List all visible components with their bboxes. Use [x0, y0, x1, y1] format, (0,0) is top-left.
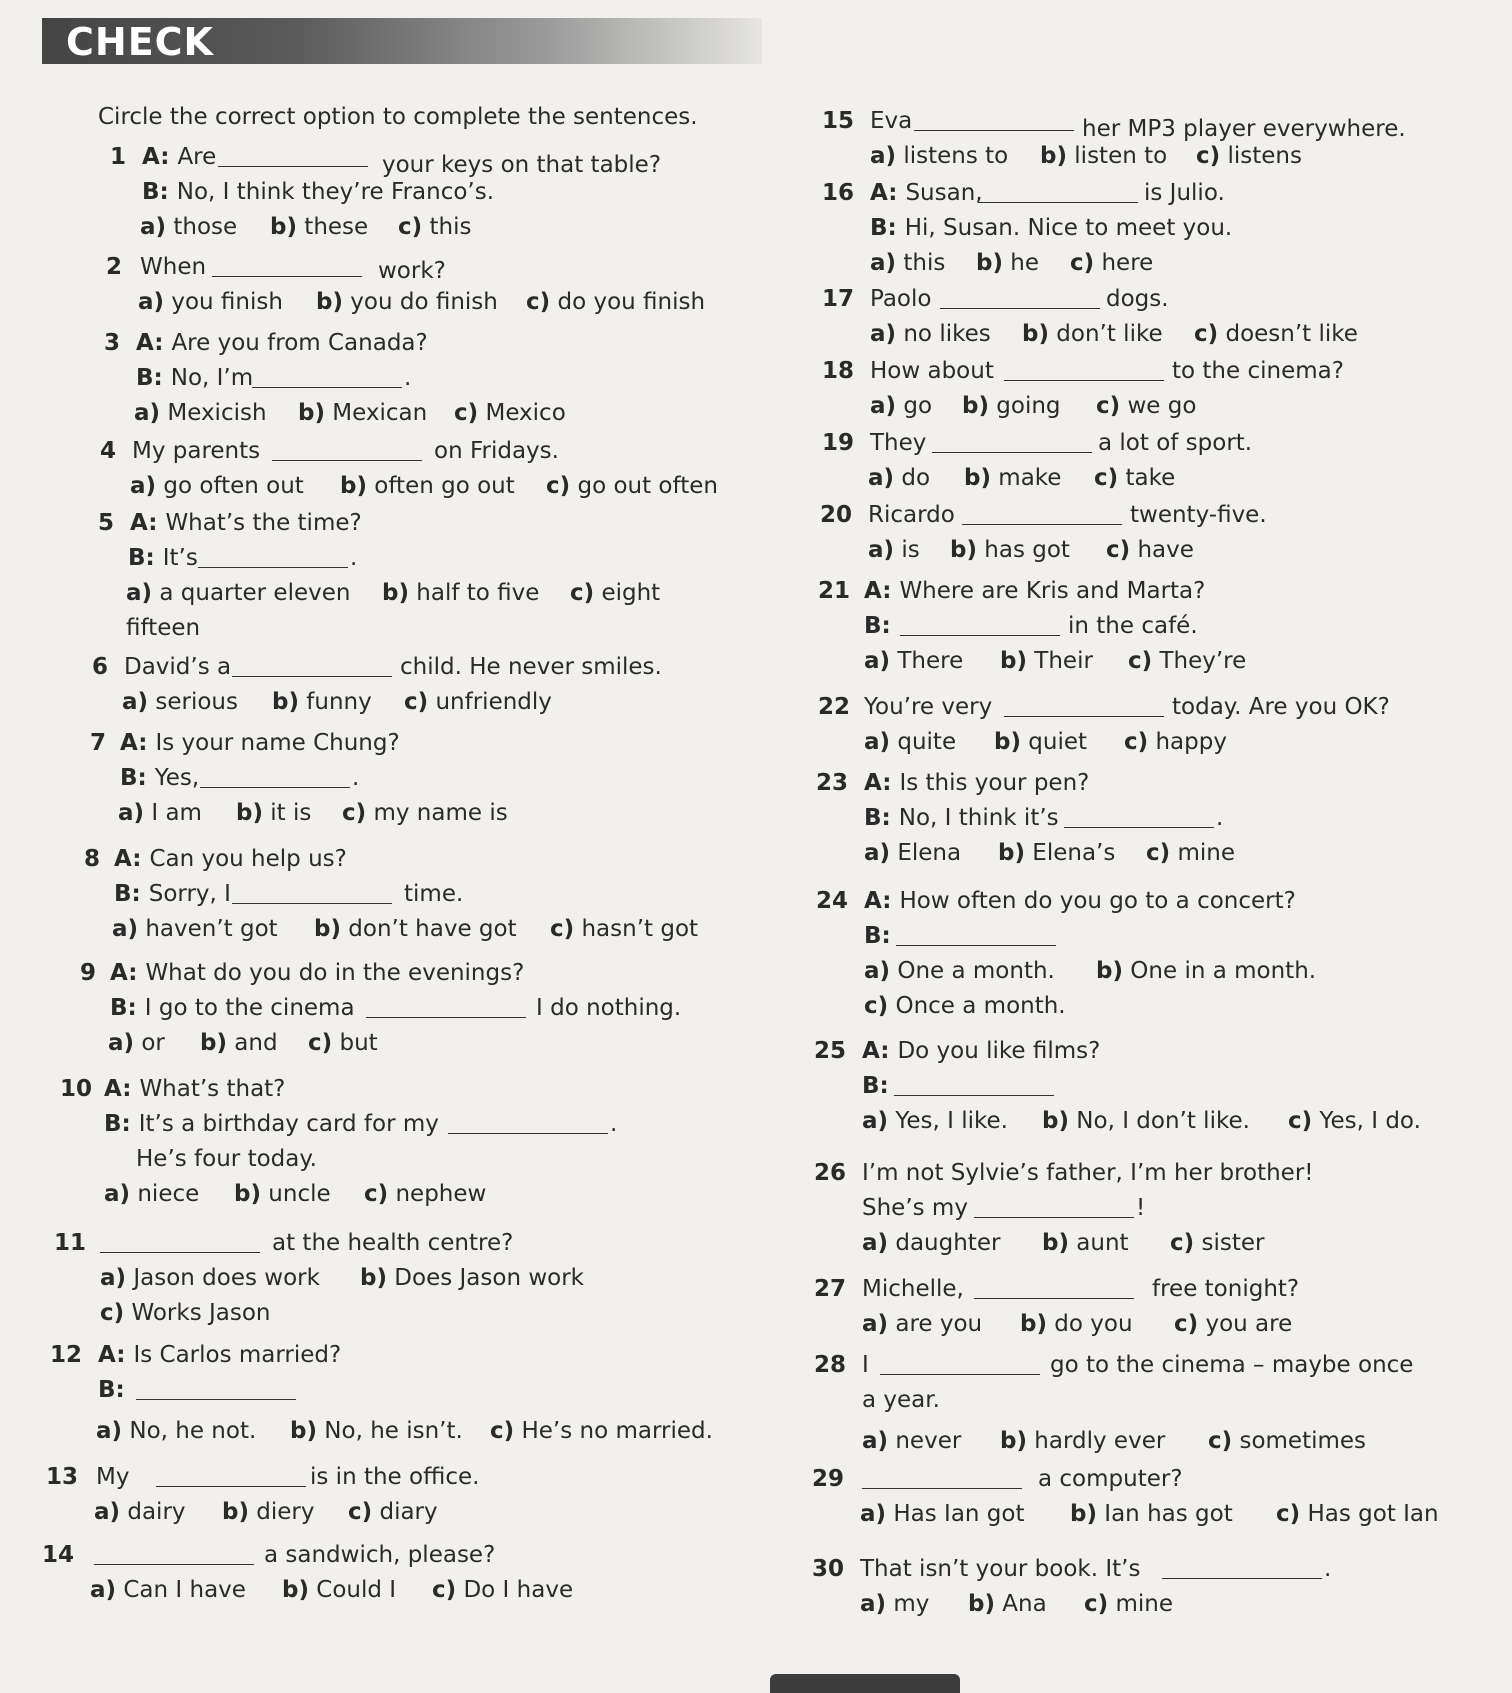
question-29: 29 a computer? a) Has Ian got b) Ian has got c) Has got Ian	[812, 1462, 1502, 1532]
option-c[interactable]: have	[1137, 537, 1194, 563]
answer-blank	[272, 434, 422, 461]
option-b[interactable]: do you	[1054, 1311, 1133, 1337]
option-c[interactable]: Yes, I do.	[1319, 1108, 1421, 1134]
option-a[interactable]: serious	[155, 689, 238, 715]
option-a[interactable]: One a month.	[897, 958, 1055, 984]
option-b[interactable]: make	[998, 465, 1062, 491]
answer-blank	[962, 498, 1122, 525]
option-a[interactable]: Has Ian got	[893, 1501, 1025, 1527]
question-13: 13 My is in the office. a) dairy b) diery c) diary	[46, 1460, 766, 1530]
option-b[interactable]: Their	[1034, 648, 1093, 674]
option-c[interactable]: Works Jason	[131, 1300, 271, 1326]
answer-blank	[232, 650, 392, 677]
option-a[interactable]: listens to	[903, 143, 1009, 169]
answer-blank	[974, 1272, 1134, 1299]
option-a[interactable]: Mexicish	[167, 400, 267, 426]
answer-blank	[200, 761, 350, 788]
question-19: 19 They a lot of sport. a) do b) make c) take	[822, 426, 1502, 496]
question-10: 10 A: What’s that? B: It’s a birthday card for my . He’s four today. a) niece b) uncle c) nephew	[60, 1076, 618, 1207]
question-18: 18 How about to the cinema? a) go b) going c) we go	[822, 354, 1502, 424]
option-b[interactable]: hardly ever	[1034, 1428, 1166, 1454]
option-a[interactable]: I am	[151, 800, 202, 826]
footer-tab	[770, 1674, 960, 1693]
option-c[interactable]: go out often	[577, 473, 718, 499]
question-14: 14 a sandwich, please? a) Can I have b) Could I c) Do I have	[42, 1538, 762, 1608]
question-5: 5 A: What’s the time? B: It’s . a) a quarter eleven b) half to five c) eight fifteen	[98, 510, 661, 641]
question-9: 9 A: What do you do in the evenings? B: I go to the cinema I do nothing. a) or b) and c) but	[80, 960, 682, 1056]
option-c[interactable]: Once a month.	[895, 993, 1066, 1019]
option-a[interactable]: Yes, I like.	[895, 1108, 1008, 1134]
question-12: 12 A: Is Carlos married? B: a) No, he not. b) No, he isn’t. c) He’s no married.	[50, 1342, 713, 1444]
option-c[interactable]: sister	[1201, 1230, 1265, 1256]
option-b[interactable]: No, I don’t like.	[1076, 1108, 1250, 1134]
option-c[interactable]: my name is	[373, 800, 508, 826]
option-c[interactable]: Has got Ian	[1307, 1501, 1439, 1527]
option-c[interactable]: doesn’t like	[1225, 321, 1358, 347]
option-b[interactable]: aunt	[1076, 1230, 1129, 1256]
option-a[interactable]: Can I have	[123, 1577, 246, 1603]
option-c[interactable]: this	[429, 214, 472, 240]
option-b[interactable]: listen to	[1074, 143, 1168, 169]
option-b[interactable]: funny	[306, 689, 372, 715]
question-1: 1 A: Are your keys on that table? B: No, I think they’re Franco’s. a) those b) these c) this	[110, 140, 810, 245]
option-c[interactable]: happy	[1155, 729, 1227, 755]
option-b[interactable]: and	[234, 1030, 278, 1056]
option-c[interactable]: He’s no married.	[521, 1418, 713, 1444]
instructions: Circle the correct option to complete the sentences.	[98, 104, 698, 130]
question-20: 20 Ricardo twenty-five. a) is b) has got c) have	[820, 498, 1500, 568]
option-a[interactable]: a quarter eleven	[159, 580, 351, 606]
answer-blank	[880, 1348, 1040, 1375]
answer-blank	[232, 877, 392, 904]
option-c[interactable]: They’re	[1159, 648, 1247, 674]
answer-blank	[914, 104, 1074, 131]
question-26: 26 I’m not Sylvie’s father, I’m her brother! She’s my ! a) daughter b) aunt c) sister	[814, 1160, 1314, 1256]
option-c[interactable]: eight	[601, 580, 661, 606]
question-7: 7 A: Is your name Chung? B: Yes, . a) I am b) it is c) my name is	[90, 730, 508, 826]
question-6: 6 David’s a child. He never smiles. a) serious b) funny c) unfriendly	[92, 650, 792, 720]
answer-blank	[136, 1373, 296, 1400]
answer-blank	[366, 991, 526, 1018]
answer-blank	[212, 250, 362, 277]
option-b[interactable]: has got	[984, 537, 1070, 563]
option-b[interactable]: uncle	[268, 1181, 331, 1207]
option-c[interactable]: here	[1101, 250, 1154, 276]
option-b[interactable]: Ian has got	[1104, 1501, 1233, 1527]
answer-blank	[974, 1191, 1134, 1218]
option-a[interactable]: dairy	[127, 1499, 186, 1525]
answer-blank	[894, 1069, 1054, 1096]
answer-blank	[1162, 1552, 1322, 1579]
question-3: 3 A: Are you from Canada? B: No, I’m . a) Mexicish b) Mexican c) Mexico	[104, 330, 566, 426]
answer-blank	[94, 1538, 254, 1565]
answer-blank	[100, 1226, 260, 1253]
option-b[interactable]: Could I	[316, 1577, 397, 1603]
question-21: 21 A: Where are Kris and Marta? B: in the café. a) There b) Their c) They’re	[818, 578, 1247, 674]
option-c[interactable]: we go	[1127, 393, 1197, 419]
answer-blank	[252, 361, 402, 388]
option-c[interactable]: unfriendly	[435, 689, 552, 715]
option-a[interactable]: are you	[895, 1311, 983, 1337]
option-a[interactable]: Jason does work	[133, 1265, 320, 1291]
option-c[interactable]: mine	[1177, 840, 1235, 866]
answer-blank	[198, 541, 348, 568]
option-c[interactable]: do you finish	[557, 289, 706, 315]
option-c[interactable]: Do I have	[463, 1577, 574, 1603]
option-b[interactable]: quiet	[1028, 729, 1088, 755]
option-a[interactable]: haven’t got	[145, 916, 278, 942]
option-b[interactable]: One in a month.	[1130, 958, 1317, 984]
answer-blank	[862, 1462, 1022, 1489]
option-b[interactable]: diery	[256, 1499, 315, 1525]
question-25: 25 A: Do you like films? B: a) Yes, I like. b) No, I don’t like. c) Yes, I do.	[814, 1038, 1421, 1134]
question-4: 4 My parents on Fridays. a) go often out b) often go out c) go out often	[100, 434, 800, 504]
option-c[interactable]: sometimes	[1239, 1428, 1367, 1454]
option-a[interactable]: go often out	[163, 473, 304, 499]
option-a[interactable]: you finish	[171, 289, 283, 315]
answer-blank	[1064, 801, 1214, 828]
question-8: 8 A: Can you help us? B: Sorry, I time. a) haven’t got b) don’t have got c) hasn’t got	[84, 846, 699, 942]
option-b[interactable]: Mexican	[332, 400, 428, 426]
option-b[interactable]: he	[1010, 250, 1040, 276]
option-c[interactable]: mine	[1115, 1591, 1173, 1617]
answer-blank	[932, 426, 1092, 453]
answer-blank	[218, 140, 368, 167]
answer-blank	[900, 609, 1060, 636]
question-17: 17 Paolo dogs. a) no likes b) don’t like c) doesn’t like	[822, 282, 1502, 352]
option-c[interactable]: Mexico	[485, 400, 566, 426]
option-b[interactable]: No, he isn’t.	[324, 1418, 463, 1444]
option-b[interactable]: Elena’s	[1032, 840, 1116, 866]
question-24: 24 A: How often do you go to a concert? B: a) One a month. b) One in a month. c) Once a month.	[816, 888, 1317, 1019]
option-b[interactable]: it is	[270, 800, 312, 826]
option-a[interactable]: never	[895, 1428, 962, 1454]
option-c[interactable]: you are	[1205, 1311, 1293, 1337]
option-b[interactable]: Does Jason work	[394, 1265, 585, 1291]
option-a[interactable]: niece	[137, 1181, 200, 1207]
option-a[interactable]: No, he not.	[129, 1418, 257, 1444]
option-c[interactable]: take	[1125, 465, 1176, 491]
question-23: 23 A: Is this your pen? B: No, I think it’s . a) Elena b) Elena’s c) mine	[816, 770, 1235, 866]
question-27: 27 Michelle, free tonight? a) are you b) do you c) you are	[814, 1272, 1504, 1342]
option-a[interactable]: is	[901, 537, 920, 563]
option-a[interactable]: There	[897, 648, 964, 674]
page-title: CHECK	[66, 20, 214, 64]
option-b[interactable]: you do finish	[350, 289, 498, 315]
option-c[interactable]: hasn’t got	[581, 916, 699, 942]
question-30: 30 That isn’t your book. It’s . a) my b) Ana c) mine	[812, 1552, 1502, 1622]
option-b[interactable]: Ana	[1002, 1591, 1047, 1617]
option-a[interactable]: do	[901, 465, 931, 491]
answer-blank	[156, 1460, 306, 1487]
option-a[interactable]: this	[903, 250, 946, 276]
question-15: 15 Eva her MP3 player everywhere. a) listens to b) listen to c) listens	[822, 104, 1502, 174]
option-a[interactable]: quite	[897, 729, 957, 755]
option-b[interactable]: going	[996, 393, 1061, 419]
option-a[interactable]: those	[173, 214, 238, 240]
option-a[interactable]: daughter	[895, 1230, 1001, 1256]
option-b[interactable]: often go out	[374, 473, 515, 499]
answer-blank	[1004, 690, 1164, 717]
question-22: 22 You’re very today. Are you OK? a) quite b) quiet c) happy	[818, 690, 1498, 760]
answer-blank	[940, 282, 1100, 309]
option-c[interactable]: nephew	[395, 1181, 487, 1207]
option-a[interactable]: my	[893, 1591, 930, 1617]
option-a[interactable]: go	[903, 393, 933, 419]
option-c[interactable]: but	[339, 1030, 378, 1056]
answer-blank	[1004, 354, 1164, 381]
question-16: 16 A: Susan, is Julio. B: Hi, Susan. Nice to meet you. a) this b) he c) here	[822, 176, 1502, 281]
question-28: 28 I go to the cinema – maybe once a year. a) never b) hardly ever c) sometimes	[814, 1348, 1504, 1459]
answer-blank	[448, 1107, 608, 1134]
option-c[interactable]: listens	[1227, 143, 1302, 169]
option-c[interactable]: diary	[379, 1499, 438, 1525]
option-a[interactable]: no likes	[903, 321, 991, 347]
option-a[interactable]: Elena	[897, 840, 962, 866]
option-b[interactable]: half to five	[416, 580, 540, 606]
answer-blank	[978, 176, 1138, 203]
question-number: 1	[110, 144, 127, 170]
answer-blank	[896, 919, 1056, 946]
question-11: 11 at the health centre? a) Jason does work b) Does Jason work c) Works Jason	[54, 1226, 774, 1331]
option-b[interactable]: don’t like	[1056, 321, 1163, 347]
question-2: 2 When work? a) you finish b) you do finish c) do you finish	[106, 250, 806, 320]
option-b[interactable]: these	[304, 214, 369, 240]
option-a[interactable]: or	[141, 1030, 165, 1056]
option-b[interactable]: don’t have got	[348, 916, 517, 942]
